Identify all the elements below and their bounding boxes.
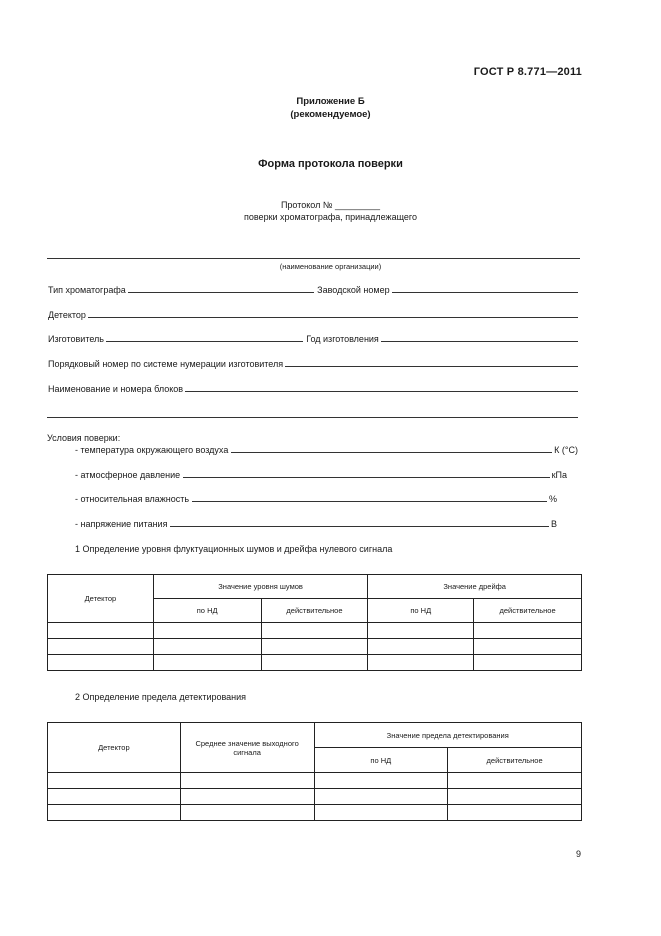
noise-actual-header: действительное xyxy=(261,599,368,623)
table-cell xyxy=(314,789,448,805)
organization-caption: (наименование организации) xyxy=(279,262,382,271)
field-row-manufacturer-year xyxy=(47,334,580,344)
limit-group-header: Значение предела детектирования xyxy=(314,723,582,748)
table-cell xyxy=(448,789,582,805)
table-cell xyxy=(368,655,474,671)
table-cell xyxy=(48,655,154,671)
field-row-ordinal-number xyxy=(47,359,580,369)
table-cell xyxy=(314,773,448,789)
standard-number: ГОСТ Р 8.771—2011 xyxy=(473,66,582,78)
field-row-type-serial xyxy=(47,285,580,295)
appendix-subtitle: (рекомендуемое) xyxy=(290,109,371,120)
table-cell xyxy=(180,789,314,805)
table-cell xyxy=(153,655,261,671)
limit-actual-header: действительное xyxy=(448,748,582,773)
table-cell xyxy=(180,805,314,821)
protocol-number-line: Протокол № _________ xyxy=(280,200,381,210)
table-cell xyxy=(368,639,474,655)
table-cell xyxy=(261,639,368,655)
limit-nd-header: по НД xyxy=(314,748,448,773)
field-row-detector xyxy=(47,310,580,320)
chromatograph-type-line xyxy=(128,291,314,293)
condition-row xyxy=(75,519,557,529)
table-cell xyxy=(368,623,474,639)
detector-line xyxy=(88,316,578,318)
appendix-title: Приложение Б xyxy=(296,96,365,107)
condition-unit: В xyxy=(550,519,557,529)
table-row xyxy=(48,789,582,805)
table-row xyxy=(48,623,582,639)
table-cell xyxy=(474,639,582,655)
table-cell xyxy=(180,773,314,789)
condition-unit: К (°С) xyxy=(554,445,578,455)
manufacturer-label: Изготовитель xyxy=(48,334,104,344)
protocol-owner-line: поверки хроматографа, принадлежащего xyxy=(244,212,417,222)
condition-label: - напряжение питания xyxy=(75,519,168,529)
table-cell xyxy=(48,789,181,805)
table-row xyxy=(48,773,582,789)
table-cell xyxy=(261,655,368,671)
table-cell xyxy=(474,655,582,671)
protocol-heading xyxy=(0,199,661,223)
table-cell xyxy=(314,805,448,821)
section2-title: 2 Определение предела детектирования xyxy=(75,692,247,702)
noise-group-header: Значение уровня шумов xyxy=(153,575,368,599)
condition-label: - атмосферное давление xyxy=(75,470,181,480)
detector-header: Детектор xyxy=(48,723,181,773)
drift-nd-header: по НД xyxy=(368,599,474,623)
manufacturer-line xyxy=(106,340,303,342)
organization-line xyxy=(47,257,580,259)
condition-line xyxy=(231,451,552,453)
ordinal-number-line xyxy=(285,365,578,367)
condition-label: - относительная влажность xyxy=(75,494,190,504)
section1-title: 1 Определение уровня флуктуационных шумов и дрейфа нулевого сигнала xyxy=(75,544,393,554)
drift-actual-header: действительное xyxy=(474,599,582,623)
table-cell xyxy=(448,773,582,789)
ordinal-number-label: Порядковый номер по системе нумерации изготовителя xyxy=(48,359,284,369)
condition-line xyxy=(192,500,547,502)
condition-row xyxy=(75,445,578,455)
noise-nd-header: по НД xyxy=(153,599,261,623)
blocks-label: Наименование и номера блоков xyxy=(48,384,184,394)
condition-unit: % xyxy=(548,494,557,504)
table-cell xyxy=(48,805,181,821)
blocks-line xyxy=(185,390,578,392)
conditions-title: Условия поверки: xyxy=(47,433,121,443)
table-row xyxy=(48,655,582,671)
blank-line xyxy=(47,416,578,418)
table-cell xyxy=(48,639,154,655)
condition-row xyxy=(75,494,557,504)
table-cell xyxy=(153,623,261,639)
field-row-blocks xyxy=(47,384,580,394)
noise-drift-table xyxy=(47,574,582,671)
chromatograph-type-label: Тип хроматографа xyxy=(48,285,126,295)
table-cell xyxy=(48,773,181,789)
detection-limit-table xyxy=(47,722,582,821)
avg-signal-header: Среднее значение выходного сигнала xyxy=(180,723,314,773)
condition-row xyxy=(75,470,567,480)
page-number: 9 xyxy=(575,849,581,859)
condition-line xyxy=(183,476,549,478)
detector-header: Детектор xyxy=(48,575,154,623)
table-cell xyxy=(153,639,261,655)
table-cell xyxy=(474,623,582,639)
serial-number-line xyxy=(392,291,578,293)
condition-line xyxy=(170,525,549,527)
condition-unit: кПа xyxy=(551,470,567,480)
form-title: Форма протокола поверки xyxy=(258,158,403,170)
year-made-label: Год изготовления xyxy=(306,334,379,344)
appendix-heading xyxy=(0,95,661,121)
table-row xyxy=(48,805,582,821)
drift-group-header: Значение дрейфа xyxy=(368,575,582,599)
serial-number-label: Заводской номер xyxy=(317,285,390,295)
detector-label: Детектор xyxy=(48,310,86,320)
condition-label: - температура окружающего воздуха xyxy=(75,445,229,455)
table-cell xyxy=(48,623,154,639)
year-made-line xyxy=(381,340,578,342)
table-row xyxy=(48,639,582,655)
table-cell xyxy=(261,623,368,639)
table-cell xyxy=(448,805,582,821)
